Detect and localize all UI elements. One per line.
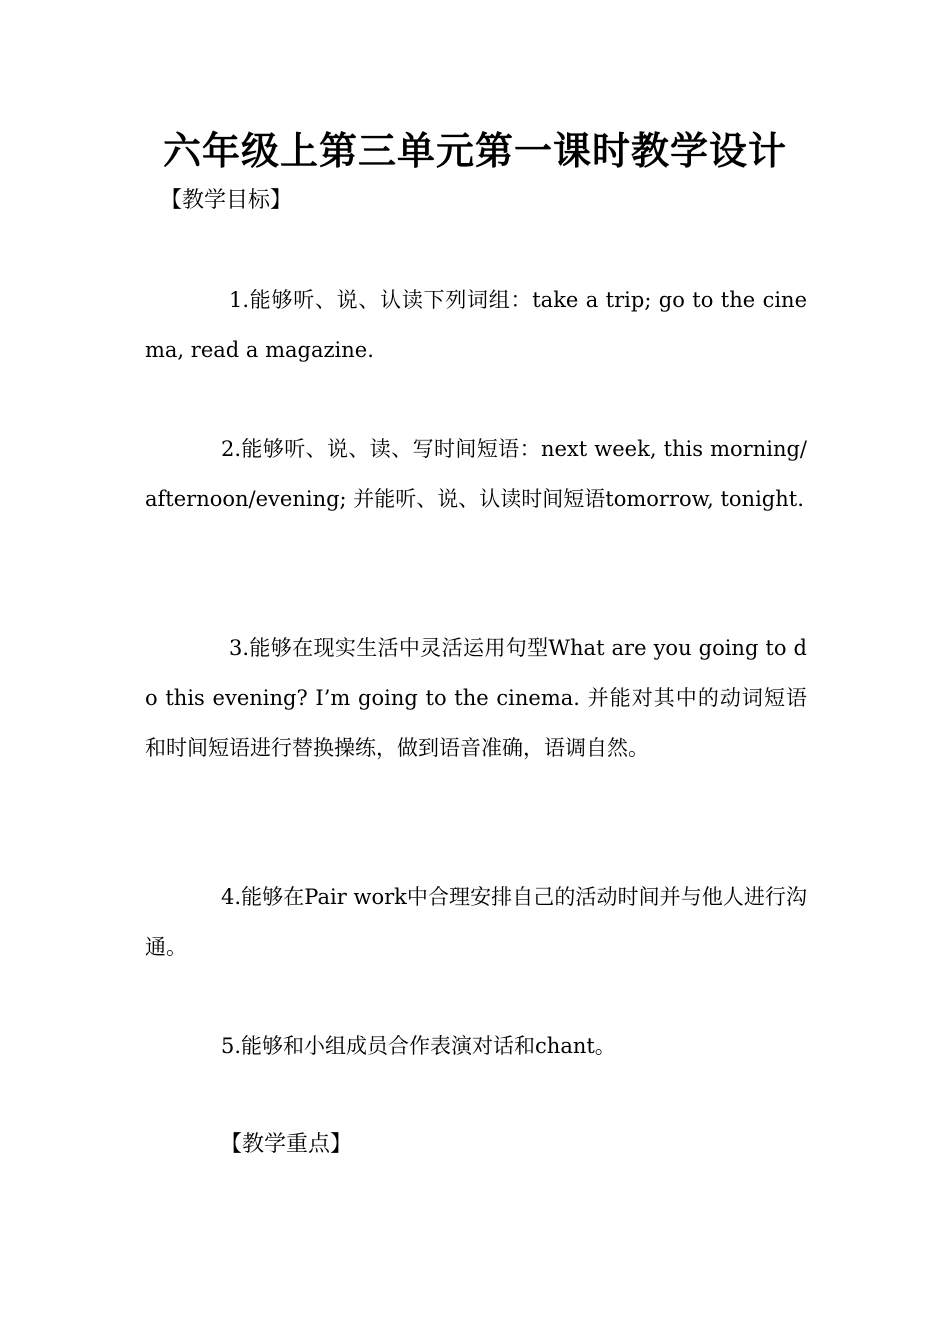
objective-item-2: 2.能够听、说、读、写时间短语：next week, this morning/afternoon/evening; 并能听、说、认读时间短语tomorrow, tonight. — [145, 437, 807, 511]
section-heading-objectives: 【教学目标】 — [160, 188, 293, 213]
section-heading-keypoints: 【教学重点】 — [220, 1132, 353, 1157]
objective-item-3: 3.能够在现实生活中灵活运用句型What are you going to do this evening? I’m going to the cinema. 并能对其中的动词短语和时间短语进行替换操练，做到语音准确，语调自然。 — [145, 636, 807, 760]
objective-item-5: 5.能够和小组成员合作表演对话和chant。 — [221, 1034, 616, 1058]
objective-item-4: 4.能够在Pair work中合理安排自己的活动时间并与他人进行沟通。 — [145, 885, 807, 959]
objective-item-1: 1.能够听、说、认读下列词组：take a trip; go to the cinema, read a magazine. — [145, 288, 807, 362]
document-title: 六年级上第三单元第一课时教学设计 — [162, 129, 787, 173]
